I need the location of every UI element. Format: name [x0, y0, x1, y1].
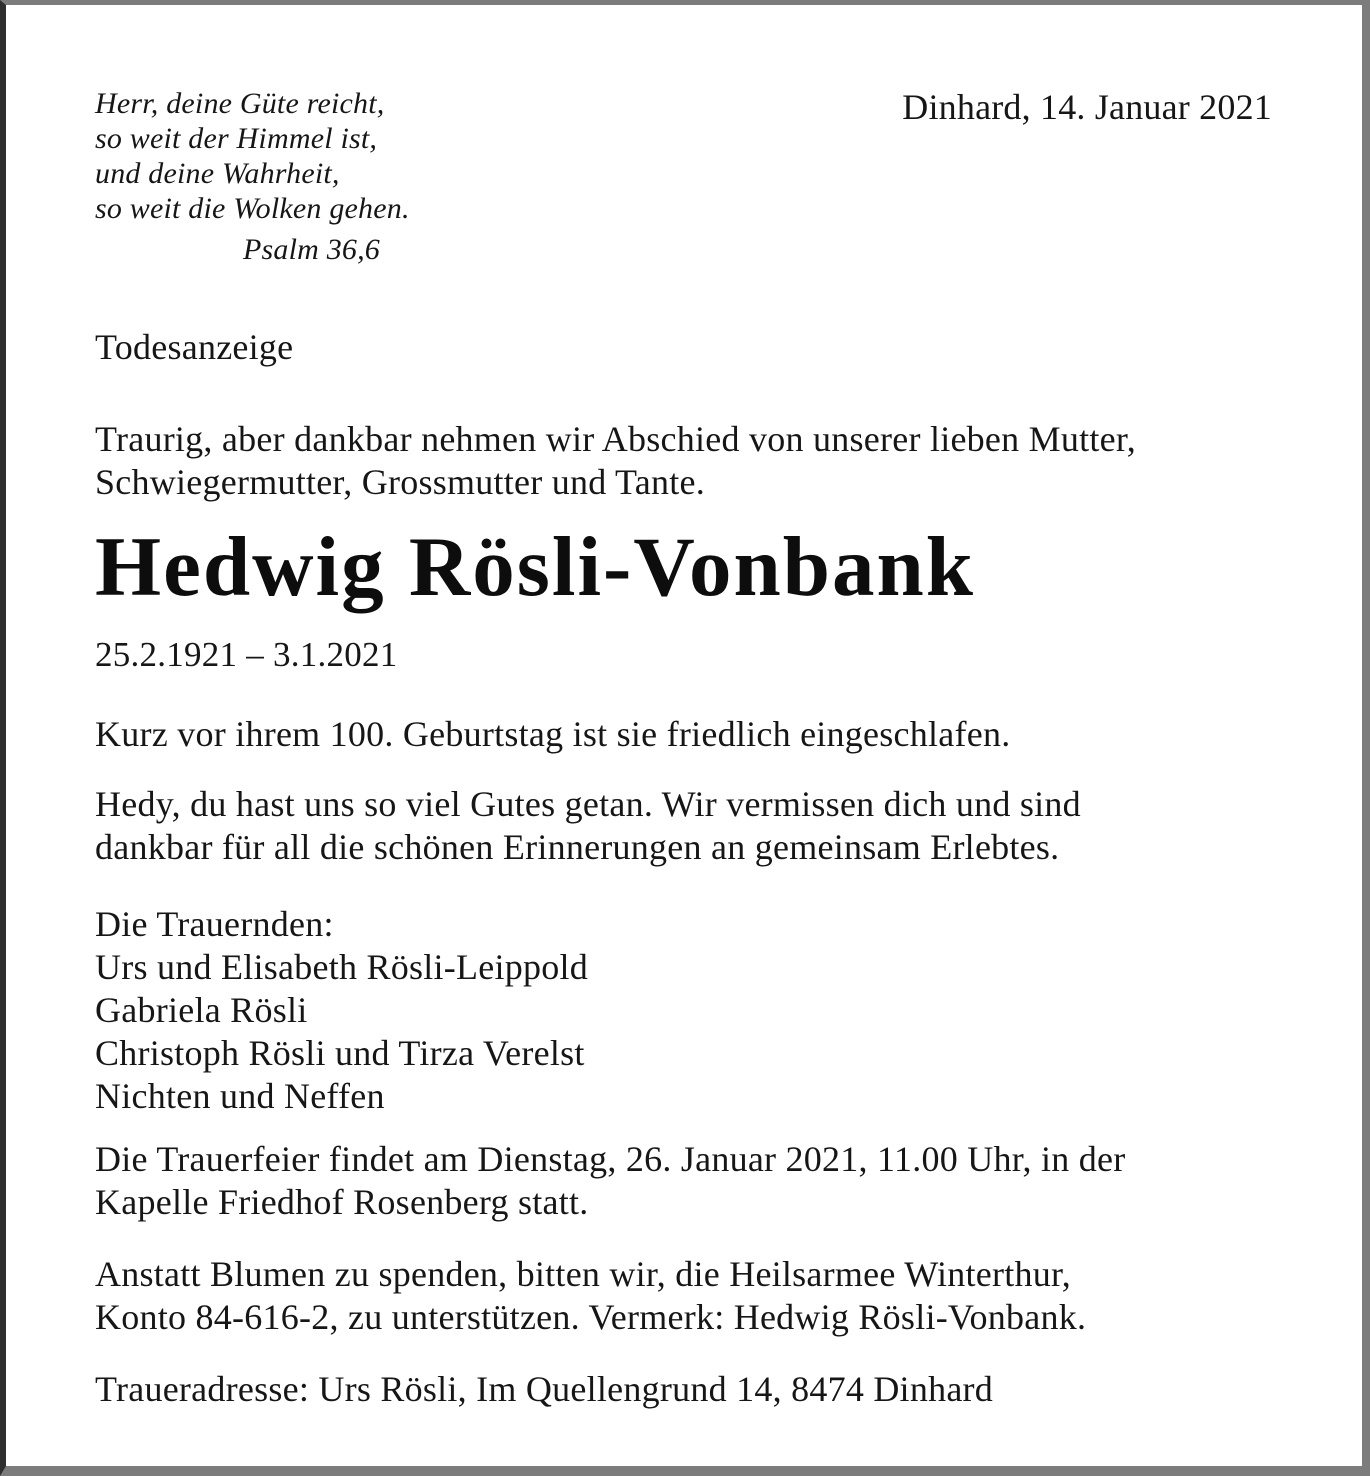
psalm-quote-line: Herr, deine Güte reicht, [95, 87, 385, 120]
dateline: Dinhard, 14. Januar 2021 [902, 87, 1272, 127]
tribute-line: dankbar für all die schönen Erinnerungen an gemeinsam Erlebtes. [95, 827, 1060, 867]
intro-line: Schwiegermutter, Grossmutter und Tante. [95, 462, 705, 502]
tribute-line: Hedy, du hast uns so viel Gutes getan. Wir vermissen dich und sind [95, 784, 1081, 824]
passing-paragraph: Kurz vor ihrem 100. Geburtstag ist sie friedlich eingeschlafen. [95, 714, 1011, 754]
header-row [95, 86, 1272, 267]
donation-line: Anstatt Blumen zu spenden, bitten wir, die Heilsarmee Winterthur, [95, 1254, 1072, 1294]
psalm-attribution: Psalm 36,6 [243, 233, 380, 266]
mourner-name: Nichten und Neffen [95, 1076, 385, 1116]
mourning-address: Traueradresse: Urs Rösli, Im Quellengrund 14, 8474 Dinhard [95, 1369, 994, 1409]
funeral-paragraph [95, 1138, 1272, 1224]
psalm-quote-line: und deine Wahrheit, [95, 157, 340, 190]
mourners-label: Die Trauernden: [95, 904, 334, 944]
donation-paragraph [95, 1253, 1272, 1339]
mourner-name: Urs und Elisabeth Rösli-Leippold [95, 947, 588, 987]
mourner-name: Gabriela Rösli [95, 990, 308, 1030]
funeral-line: Kapelle Friedhof Rosenberg statt. [95, 1182, 589, 1222]
deceased-name: Hedwig Rösli-Vonbank [95, 520, 976, 614]
funeral-line: Die Trauerfeier findet am Dienstag, 26. Januar 2021, 11.00 Uhr, in der [95, 1139, 1126, 1179]
obituary-content [6, 5, 1362, 1411]
intro-paragraph [95, 418, 1272, 504]
psalm-quote [95, 86, 410, 267]
psalm-quote-line: so weit die Wolken gehen. [95, 192, 410, 225]
psalm-quote-line: so weit der Himmel ist, [95, 122, 378, 155]
mourners-block [95, 903, 1272, 1118]
donation-line: Konto 84-616-2, zu unterstützen. Vermerk: Hedwig Rösli-Vonbank. [95, 1297, 1087, 1337]
tribute-paragraph [95, 783, 1272, 869]
intro-line: Traurig, aber dankbar nehmen wir Abschied von unserer lieben Mutter, [95, 419, 1136, 459]
life-dates: 25.2.1921 – 3.1.2021 [95, 635, 398, 674]
mourner-name: Christoph Rösli und Tirza Verelst [95, 1033, 585, 1073]
section-label: Todesanzeige [95, 327, 294, 367]
